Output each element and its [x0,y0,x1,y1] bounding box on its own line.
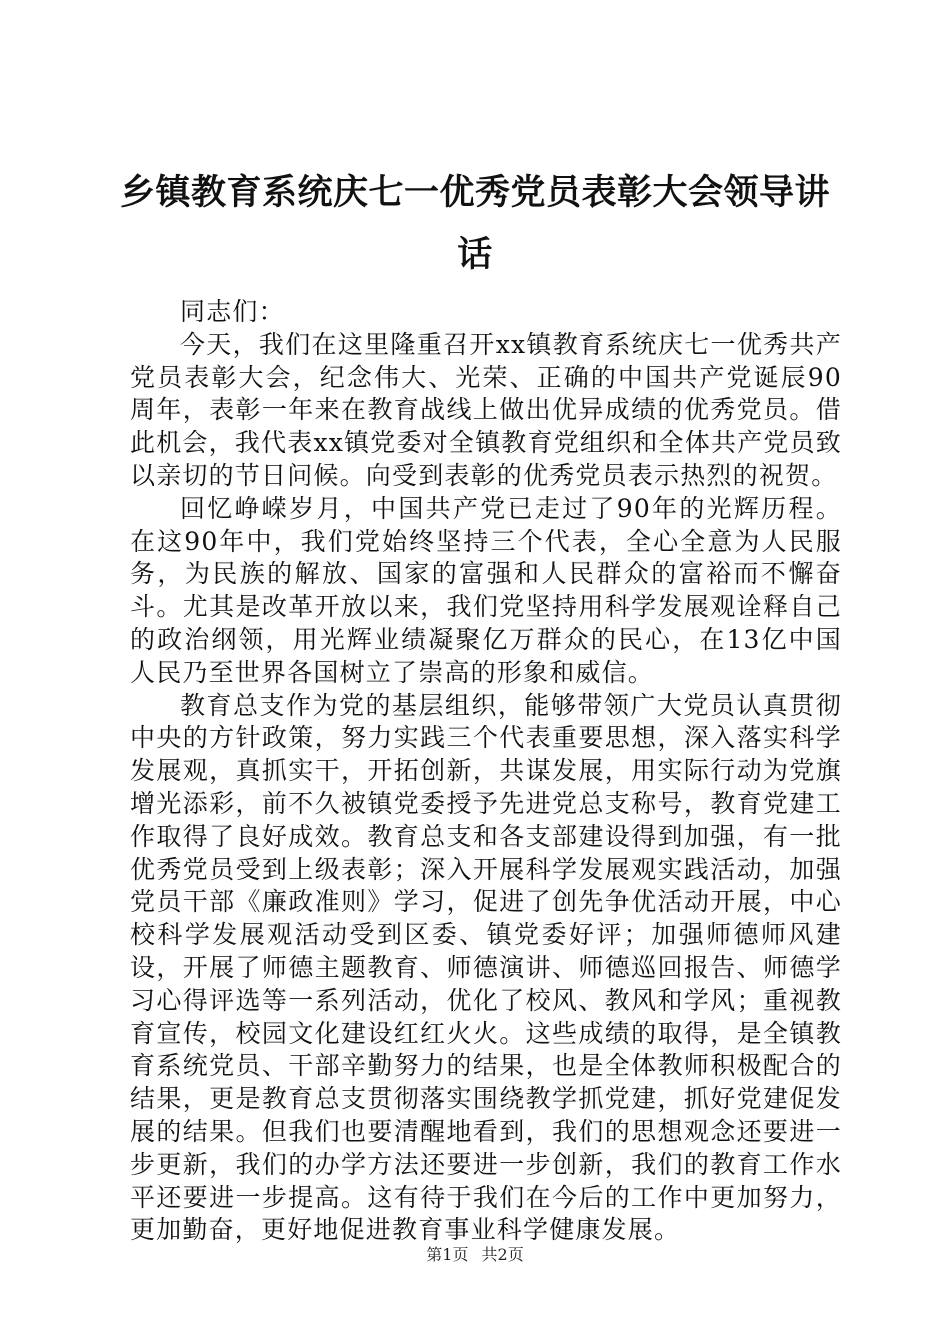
page-number-current: 第1页 [426,1245,469,1264]
document-title: 乡镇教育系统庆七一优秀党员表彰大会领导讲话 [119,173,830,275]
paragraph-2: 回忆峥嵘岁月，中国共产党已走过了90年的光辉历程。在这90年中，我们党始终坚持三个代表，全心全意为人民服务，为民族的解放、国家的富强和人民群众的富裕而不懈奋斗。尤其是改革开放以来，我们党坚持用科学发展观诠释自己的政治纲领，用光辉业绩凝聚亿万群众的民心，在13亿中国人民乃至世界各国树立了崇高的形象和威信。 [130,493,842,687]
salutation: 同志们： [180,297,285,326]
paragraph-1: 今天，我们在这里隆重召开xx镇教育系统庆七一优秀共产党员表彰大会，纪念伟大、光荣、正确的中国共产党诞辰90周年，表彰一年来在教育战线上做出优异成绩的优秀党员。借此机会，我代表xx镇党委对全镇教育党组织和全体共产党员致以亲切的节日问候。向受到表彰的优秀党员表示热烈的祝贺。 [130,329,842,490]
paragraph-3: 教育总支作为党的基层组织，能够带领广大党员认真贯彻中央的方针政策，努力实践三个代表重要思想，深入落实科学发展观，真抓实干，开拓创新，共谋发展，用实际行动为党旗增光添彩，前不久被镇党委授予先进党总支称号，教育党建工作取得了良好成效。教育总支和各支部建设得到加强，有一批优秀党员受到上级表彰；深入开展科学发展观实践活动，加强党员干部《廉政准则》学习，促进了创先争优活动开展，中心校科学发展观活动受到区委、镇党委好评；加强师德师风建设，开展了师德主题教育、师德演讲、师德巡回报告、师德学习心得评选等一系列活动，优化了校风、教风和学风；重视教育宣传，校园文化建设红红火火。这些成绩的取得，是全镇教育系统党员、干部辛勤努力的结果，也是全体教师积极配合的结果，更是教育总支贯彻落实围绕教学抓党建，抓好党建促发展的结果。但我们也要清醒地看到，我们的思想观念还要进一步更新，我们的办学方法还要进一步创新，我们的教育工作水平还要进一步提高。这有待于我们在今后的工作中更加努力，更加勤奋，更好地促进教育事业科学健康发展。 [130,690,842,1245]
page-number-total: 共2页 [481,1245,524,1264]
document-body [130,296,842,1247]
page-footer [0,1245,950,1265]
